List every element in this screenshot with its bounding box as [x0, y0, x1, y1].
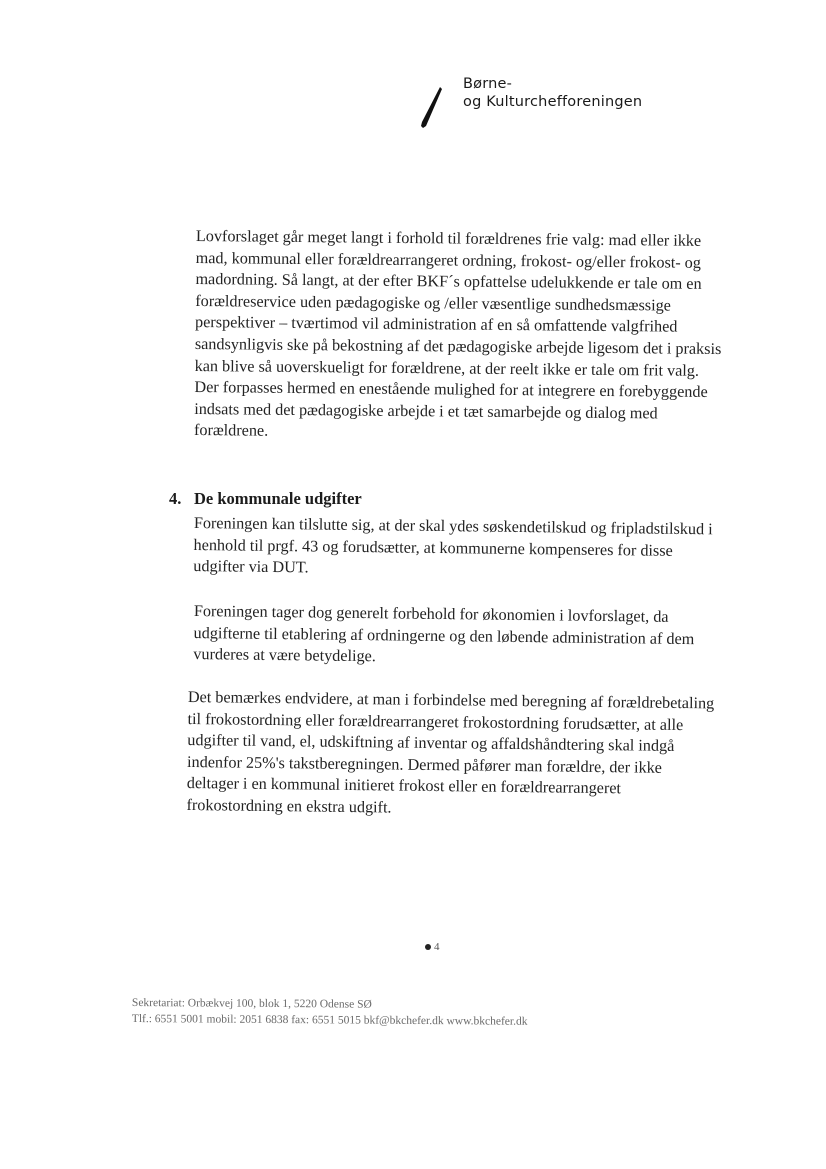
bullet-icon: [425, 944, 431, 950]
intro-paragraph: [194, 226, 756, 447]
text-line: udgifter via DUT.: [193, 557, 309, 577]
text-line: perspektiver – tværtimod vil administration af en så omfattende valgfrihed: [194, 313, 678, 337]
text-line: vurderes at være betydelige.: [193, 645, 376, 666]
text-line: kan blive så uoverskueligt for forældrene, at der reelt ikke er tale om frit valg.: [194, 356, 700, 380]
section-paragraph: [193, 513, 754, 585]
text-line: Der forpasses hermed en enestående mulighed for at integrere en forebyggende: [194, 378, 708, 402]
text-line: henhold til prgf. 43 og forudsætter, at kommunerne kompenseres for disse: [193, 535, 673, 560]
text-line: Lovforslaget går meget langt i forhold til forældrenes frie valg: mad eller ikke: [195, 226, 702, 250]
footer: [132, 995, 528, 1030]
text-line: Foreningen kan tilslutte sig, at der skal ydes søskendetilskud og fripladstilskud i: [193, 513, 713, 539]
text-line: indenfor 25%'s takstberegningen. Dermed påfører man forældre, der ikke: [186, 752, 663, 777]
org-name-line-1: Børne-: [463, 76, 513, 92]
text-line: til frokostordning eller forældrearrangeret frokostordning forudsætter, at alle: [187, 709, 684, 734]
text-line: madordning. Så langt, at der efter BKF´s opfattelse udelukkende er tale om en: [195, 270, 702, 294]
text-line: forældreservice uden pædagogiske og /eller væsentlige sundhedsmæssige: [195, 291, 672, 315]
org-name-line-2: og Kulturchefforeningen: [463, 94, 643, 110]
text-line: deltager i en kommunal initieret frokost eller en forældrearrangeret: [186, 774, 622, 798]
section-number: 4.: [169, 489, 182, 508]
text-line: udgifterne til etablering af ordningerne og den løbende administration af dem: [193, 623, 695, 648]
footer-contact: Tlf.: 6551 5001 mobil: 2051 6838 fax: 6551 5015 bkf@bkchefer.dk www.bkchefer.dk: [131, 1012, 528, 1028]
section-heading: [169, 489, 362, 509]
logo-slash-icon: [420, 86, 442, 128]
text-line: Foreningen tager dog generelt forbehold for økonomien i lovforslaget, da: [193, 601, 669, 626]
section-title: De kommunale udgifter: [194, 489, 362, 508]
section-paragraph: [193, 601, 754, 673]
text-line: Det bemærkes endvidere, at man i forbindelse med beregning af forældrebetaling: [187, 687, 715, 713]
page-number: [425, 941, 440, 953]
text-line: frokostordning en ekstra udgift.: [186, 795, 392, 817]
text-line: sandsynligvis ske på bekostning af det pædagogiske arbejde ligesom det i praksis: [194, 334, 722, 359]
text-line: mad, kommunal eller forældrearrangeret ordning, frokost- og/eller frokost- og: [195, 248, 702, 272]
text-line: forældrene.: [193, 421, 269, 441]
text-line: udgifter til vand, el, udskiftning af inventar og affaldshåndtering skal indgå: [187, 731, 675, 756]
page-number-value: 4: [434, 941, 440, 953]
footer-address: Sekretariat: Orbækvej 100, blok 1, 5220 Odense SØ: [131, 996, 372, 1011]
section-paragraph: [186, 687, 748, 823]
organization-name: [463, 75, 642, 111]
text-line: indsats med det pædagogiske arbejde i et tæt samarbejde og dialog med: [194, 399, 658, 423]
